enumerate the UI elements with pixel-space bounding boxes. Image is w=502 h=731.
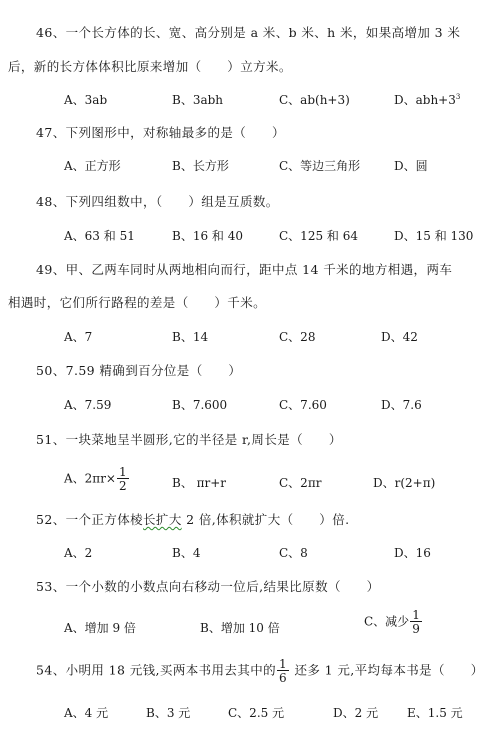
- option-c: C、7.60: [279, 398, 327, 412]
- option-d: D、r(2+π): [373, 476, 436, 490]
- option-d: D、7.6: [381, 398, 422, 412]
- question-47-options: [0, 157, 502, 177]
- option-c: C、2.5 元: [228, 706, 285, 720]
- option-b: B、4: [172, 546, 201, 560]
- option-a: A、7.59: [64, 398, 112, 412]
- option-e: E、1.5 元: [407, 706, 463, 720]
- question-53-line1: 53、一个小数的小数点向右移动一位后,结果比原数（ ）: [36, 579, 380, 594]
- option-d: D、16: [394, 546, 431, 560]
- question-48-options: [0, 227, 502, 247]
- option-a: A、7: [64, 330, 93, 344]
- option-d: D、2 元: [333, 706, 379, 720]
- question-48-line1: 48、下列四组数中，（ ）组是互质数。: [36, 194, 279, 209]
- question-46-options: [0, 91, 502, 111]
- option-d: D、圆: [394, 159, 428, 173]
- question-49-line1: 49、甲、乙两车同时从两地相向而行，距中点 14 千米的地方相遇，两车: [36, 262, 453, 277]
- option-c: C、ab(h+3): [279, 93, 350, 107]
- spellcheck-underline: 长扩大: [143, 512, 182, 527]
- option-c: C、减少 $\frac{1}{9}$: [364, 608, 420, 636]
- option-a: A、2πr× $\frac{1}{2}$: [64, 465, 127, 493]
- question-52-line1: 52、一个正方体棱长扩大 2 倍,体积就扩大（ ）倍.: [36, 512, 350, 527]
- option-b: B、3 元: [146, 706, 191, 720]
- option-b: B、7.600: [172, 398, 228, 412]
- option-a: A、63 和 51: [64, 229, 135, 243]
- option-d: D、$abh+3^3$: [394, 93, 461, 107]
- option-c: C、125 和 64: [279, 229, 358, 243]
- question-49-options: [0, 328, 502, 348]
- option-a: A、2: [64, 546, 93, 560]
- option-b: B、增加 10 倍: [200, 621, 280, 635]
- option-a: A、正方形: [64, 159, 121, 173]
- fraction-one-sixth: $\frac{1}{6}$: [279, 657, 288, 685]
- question-50-options: [0, 396, 502, 416]
- question-50-line1: 50、7.59 精确到百分位是（ ）: [36, 363, 242, 378]
- question-46-line2: 后，新的长方体体积比原来增加（ ）立方米。: [8, 59, 292, 74]
- question-54-options: [0, 704, 502, 724]
- option-b: B、 πr+r: [172, 476, 227, 490]
- option-a: A、增加 9 倍: [64, 621, 136, 635]
- question-49-line2: 相遇时，它们所行路程的差是（ ）千米。: [8, 295, 267, 310]
- fraction-one-half: $\frac{1}{2}$: [118, 465, 127, 493]
- question-46-line1: 46、一个长方体的长、宽、高分别是 a 米、b 米、h 米，如果高增加 3 米: [36, 25, 461, 40]
- option-b: B、3abh: [172, 93, 224, 107]
- option-c: C、等边三角形: [279, 159, 361, 173]
- question-47-line1: 47、下列图形中，对称轴最多的是（ ）: [36, 125, 285, 140]
- question-52-options: [0, 544, 502, 564]
- option-c: C、8: [279, 546, 308, 560]
- option-d: D、42: [381, 330, 418, 344]
- option-a: A、4 元: [64, 706, 109, 720]
- option-b: B、16 和 40: [172, 229, 243, 243]
- question-51-line1: 51、一块菜地呈半圆形,它的半径是 r,周长是（ ）: [36, 432, 342, 447]
- option-d: D、15 和 130: [394, 229, 474, 243]
- question-54-line1: 54、小明用 18 元钱,买两本书用去其中的 $\frac{1}{6}$ 还多 1 元,平均每本书是（ ）: [36, 657, 484, 685]
- option-b: B、长方形: [172, 159, 229, 173]
- option-a: A、3ab: [64, 93, 108, 107]
- option-c: C、2πr: [279, 476, 322, 490]
- fraction-one-ninth: $\frac{1}{9}$: [412, 608, 420, 636]
- question-53-options: [0, 609, 502, 643]
- question-51-options: [0, 466, 502, 496]
- option-c: C、28: [279, 330, 316, 344]
- option-b: B、14: [172, 330, 209, 344]
